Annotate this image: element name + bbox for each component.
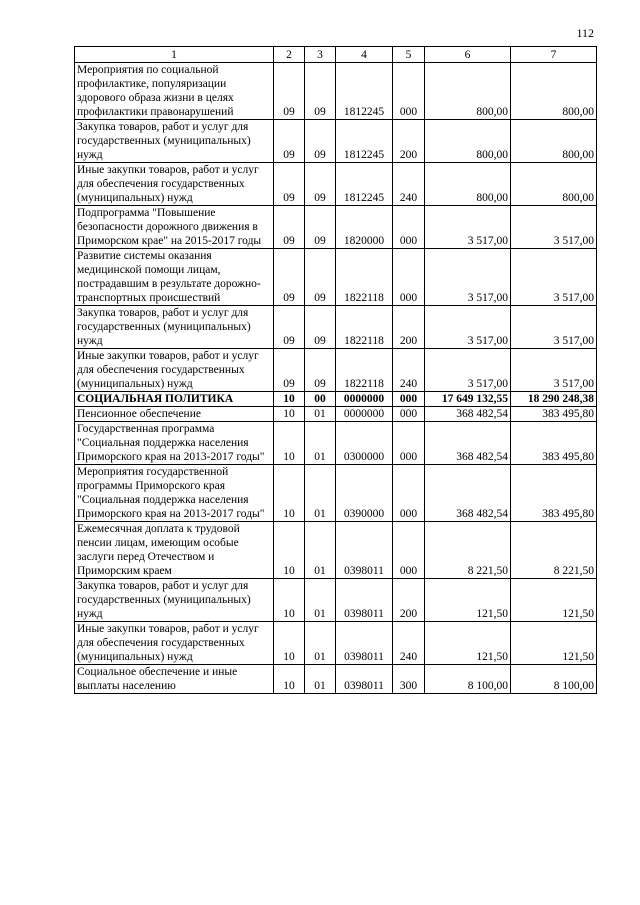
amount-col7-cell: 8 221,50: [511, 522, 597, 579]
row-name-cell: Закупка товаров, работ и услуг для государственных (муниципальных) нужд: [75, 306, 274, 349]
target-article-cell: 1812245: [336, 63, 393, 120]
section-code-cell: 10: [274, 622, 305, 665]
table-row: [75, 622, 597, 665]
subsection-code-cell: 09: [305, 206, 336, 249]
subsection-code-cell: 00: [305, 392, 336, 407]
header-cell: 4: [336, 47, 393, 63]
section-code-cell: 10: [274, 579, 305, 622]
table-row: [75, 63, 597, 120]
row-name-cell: Пенсионное обеспечение: [75, 407, 274, 422]
row-name-cell: Мероприятия государственной программы Приморского края "Социальная поддержка населения Приморского края на 2013-2017 годы": [75, 465, 274, 522]
target-article-cell: 1822118: [336, 306, 393, 349]
table-row: [75, 392, 597, 407]
row-name-cell: Развитие системы оказания медицинской помощи лицам, пострадавшим в результате дорожно-транспортных происшествий: [75, 249, 274, 306]
amount-col6-cell: 368 482,54: [425, 407, 511, 422]
amount-col6-cell: 3 517,00: [425, 349, 511, 392]
amount-col6-cell: 17 649 132,55: [425, 392, 511, 407]
row-name-cell: Закупка товаров, работ и услуг для государственных (муниципальных) нужд: [75, 579, 274, 622]
expense-type-cell: 200: [393, 579, 425, 622]
target-article-cell: 0390000: [336, 465, 393, 522]
amount-col7-cell: 3 517,00: [511, 349, 597, 392]
target-article-cell: 0398011: [336, 665, 393, 694]
amount-col6-cell: 3 517,00: [425, 249, 511, 306]
table-row: [75, 163, 597, 206]
amount-col6-cell: 8 221,50: [425, 522, 511, 579]
row-name-cell: Мероприятия по социальной профилактике, популяризации здорового образа жизни в целях профилактики правонарушений: [75, 63, 274, 120]
expense-type-cell: 000: [393, 63, 425, 120]
amount-col7-cell: 383 495,80: [511, 422, 597, 465]
amount-col7-cell: 18 290 248,38: [511, 392, 597, 407]
amount-col6-cell: 121,50: [425, 579, 511, 622]
table-row: [75, 665, 597, 694]
row-name-cell: Подпрограмма "Повышение безопасности дорожного движения в Приморском крае" на 2015-2017 годы: [75, 206, 274, 249]
table-row: [75, 206, 597, 249]
target-article-cell: 0398011: [336, 622, 393, 665]
section-code-cell: 09: [274, 63, 305, 120]
section-code-cell: 10: [274, 522, 305, 579]
section-code-cell: 09: [274, 163, 305, 206]
target-article-cell: 0398011: [336, 579, 393, 622]
expense-type-cell: 300: [393, 665, 425, 694]
target-article-cell: 1822118: [336, 349, 393, 392]
amount-col6-cell: 8 100,00: [425, 665, 511, 694]
budget-table: [74, 46, 597, 694]
amount-col6-cell: 3 517,00: [425, 306, 511, 349]
expense-type-cell: 000: [393, 392, 425, 407]
table-row: [75, 407, 597, 422]
table-row: [75, 522, 597, 579]
row-name-cell: Иные закупки товаров, работ и услуг для обеспечения государственных (муниципальных) нужд: [75, 349, 274, 392]
amount-col6-cell: 368 482,54: [425, 422, 511, 465]
expense-type-cell: 200: [393, 120, 425, 163]
row-name-cell: Социальное обеспечение и иные выплаты населению: [75, 665, 274, 694]
subsection-code-cell: 01: [305, 522, 336, 579]
section-code-cell: 10: [274, 422, 305, 465]
target-article-cell: 1812245: [336, 163, 393, 206]
section-code-cell: 09: [274, 206, 305, 249]
section-code-cell: 09: [274, 120, 305, 163]
table-row: [75, 249, 597, 306]
table-row: [75, 579, 597, 622]
section-code-cell: 10: [274, 465, 305, 522]
row-name-cell: Государственная программа "Социальная поддержка населения Приморского края на 2013-2017 годы": [75, 422, 274, 465]
amount-col7-cell: 121,50: [511, 579, 597, 622]
row-name-cell: Закупка товаров, работ и услуг для государственных (муниципальных) нужд: [75, 120, 274, 163]
amount-col7-cell: 8 100,00: [511, 665, 597, 694]
target-article-cell: 0000000: [336, 407, 393, 422]
expense-type-cell: 000: [393, 465, 425, 522]
amount-col7-cell: 800,00: [511, 120, 597, 163]
section-code-cell: 09: [274, 249, 305, 306]
amount-col6-cell: 3 517,00: [425, 206, 511, 249]
subsection-code-cell: 09: [305, 306, 336, 349]
amount-col7-cell: 121,50: [511, 622, 597, 665]
expense-type-cell: 000: [393, 422, 425, 465]
table-row: [75, 306, 597, 349]
header-cell: 1: [75, 47, 274, 63]
target-article-cell: 1812245: [336, 120, 393, 163]
header-cell: 7: [511, 47, 597, 63]
subsection-code-cell: 01: [305, 579, 336, 622]
subsection-code-cell: 01: [305, 465, 336, 522]
page-number: 112: [576, 26, 594, 40]
row-name-cell: Иные закупки товаров, работ и услуг для обеспечения государственных (муниципальных) нужд: [75, 622, 274, 665]
expense-type-cell: 240: [393, 349, 425, 392]
amount-col6-cell: 800,00: [425, 63, 511, 120]
subsection-code-cell: 01: [305, 422, 336, 465]
amount-col7-cell: 3 517,00: [511, 249, 597, 306]
subsection-code-cell: 09: [305, 249, 336, 306]
expense-type-cell: 000: [393, 206, 425, 249]
subsection-code-cell: 09: [305, 63, 336, 120]
amount-col7-cell: 383 495,80: [511, 465, 597, 522]
table-row: [75, 349, 597, 392]
header-row: [75, 47, 597, 63]
header-cell: 2: [274, 47, 305, 63]
expense-type-cell: 000: [393, 407, 425, 422]
section-code-cell: 10: [274, 407, 305, 422]
target-article-cell: 0398011: [336, 522, 393, 579]
amount-col7-cell: 800,00: [511, 163, 597, 206]
section-code-cell: 10: [274, 665, 305, 694]
amount-col7-cell: 800,00: [511, 63, 597, 120]
expense-type-cell: 000: [393, 249, 425, 306]
table-row: [75, 120, 597, 163]
section-code-cell: 09: [274, 349, 305, 392]
expense-type-cell: 240: [393, 163, 425, 206]
expense-type-cell: 200: [393, 306, 425, 349]
header-cell: 6: [425, 47, 511, 63]
subsection-code-cell: 09: [305, 349, 336, 392]
subsection-code-cell: 01: [305, 407, 336, 422]
subsection-code-cell: 01: [305, 665, 336, 694]
row-name-cell: Ежемесячная доплата к трудовой пенсии лицам, имеющим особые заслуги перед Отечеством и Приморским краем: [75, 522, 274, 579]
subsection-code-cell: 01: [305, 622, 336, 665]
row-name-cell: Иные закупки товаров, работ и услуг для обеспечения государственных (муниципальных) нужд: [75, 163, 274, 206]
table-row: [75, 422, 597, 465]
header-cell: 3: [305, 47, 336, 63]
target-article-cell: 1820000: [336, 206, 393, 249]
target-article-cell: 0000000: [336, 392, 393, 407]
table-row: [75, 465, 597, 522]
amount-col6-cell: 800,00: [425, 120, 511, 163]
expense-type-cell: 000: [393, 522, 425, 579]
section-code-cell: 09: [274, 306, 305, 349]
amount-col6-cell: 368 482,54: [425, 465, 511, 522]
header-cell: 5: [393, 47, 425, 63]
amount-col7-cell: 3 517,00: [511, 206, 597, 249]
expense-type-cell: 240: [393, 622, 425, 665]
row-name-cell: СОЦИАЛЬНАЯ ПОЛИТИКА: [75, 392, 274, 407]
subsection-code-cell: 09: [305, 120, 336, 163]
amount-col7-cell: 383 495,80: [511, 407, 597, 422]
section-code-cell: 10: [274, 392, 305, 407]
amount-col7-cell: 3 517,00: [511, 306, 597, 349]
amount-col6-cell: 121,50: [425, 622, 511, 665]
target-article-cell: 1822118: [336, 249, 393, 306]
target-article-cell: 0300000: [336, 422, 393, 465]
amount-col6-cell: 800,00: [425, 163, 511, 206]
subsection-code-cell: 09: [305, 163, 336, 206]
